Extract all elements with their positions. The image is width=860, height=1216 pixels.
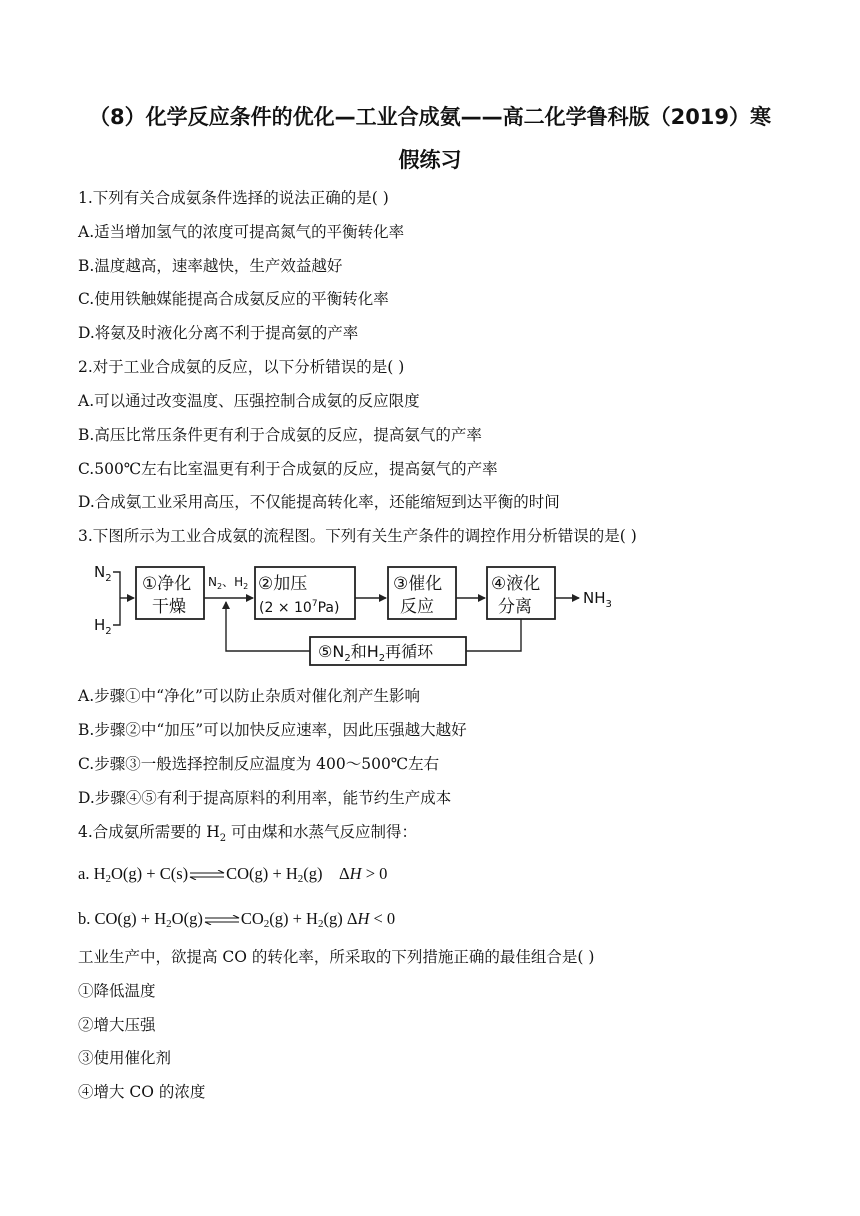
question-1-option-a: A.适当增加氢气的浓度可提高氮气的平衡转化率 [78, 223, 405, 241]
box-1-line-2: 干燥 [152, 597, 186, 617]
box-4-line-1: ④液化 [491, 574, 541, 594]
question-1-option-b: B.温度越高，速率越快，生产效益越好 [78, 257, 343, 275]
equilibrium-arrow-icon [204, 915, 240, 925]
question-1-stem: 1.下列有关合成氨条件选择的说法正确的是( ) [78, 189, 389, 207]
question-3-option-b: B.步骤②中“加压”可以加快反应速率，因此压强越大越好 [78, 721, 467, 739]
question-2-stem: 2.对于工业合成氨的反应，以下分析错误的是( ) [78, 358, 405, 376]
page-title: （8）化学反应条件的优化—工业合成氨——高二化学鲁科版（2019）寒 [88, 105, 772, 129]
question-4-measure-4: ④增大 CO 的浓度 [78, 1083, 206, 1101]
input-h2-label: $H_2$ [94, 616, 112, 637]
question-2-option-a: A.可以通过改变温度、压强控制合成氨的反应限度 [78, 392, 420, 410]
input-n2-label: $N_2$ [94, 563, 112, 584]
equation-b: b. $CO(g) + H_2O(g) CO_2(g) + H_2(g) \Delta H < 0$ [78, 909, 396, 930]
box-2-line-2: $(2 \times 10^7Pa)$ [259, 599, 340, 616]
question-1-option-c: C.使用铁触媒能提高合成氨反应的平衡转化率 [78, 290, 389, 308]
page-title-continued: 假练习 [398, 148, 462, 172]
question-1-option-d: D.将氨及时液化分离不利于提高氨的产率 [78, 324, 359, 342]
question-3-option-c: C.步骤③一般选择控制反应温度为 400～500℃左右 [78, 755, 440, 773]
question-4-stem: 4.合成氨所需要的 $H_2$ 可由煤和水蒸气反应制得： [78, 823, 418, 845]
question-3-stem: 3.下图所示为工业合成氨的流程图。下列有关生产条件的调控作用分析错误的是( ) [78, 527, 637, 545]
question-4-question: 工业生产中，欲提高 CO 的转化率，所采取的下列措施正确的最佳组合是( ) [78, 948, 595, 966]
box-2-line-1: ②加压 [258, 574, 308, 594]
question-4-measure-1: ①降低温度 [78, 982, 156, 1000]
box-3-line-1: ③催化 [393, 574, 443, 594]
question-2-option-d: D.合成氨工业采用高压，不仅能提高转化率，还能缩短到达平衡的时间 [78, 493, 560, 511]
question-4-measure-3: ③使用催化剂 [78, 1049, 172, 1067]
box-1-line-1: ①净化 [142, 574, 192, 594]
question-3-option-a: A.步骤①中“净化”可以防止杂质对催化剂产生影响 [78, 687, 420, 705]
box-3-line-2: 反应 [400, 597, 434, 617]
product-nh3-label: $NH_3$ [583, 589, 612, 610]
recycle-label: $⑤N_2$和$H_2$再循环 [318, 642, 434, 664]
equilibrium-arrow-icon [189, 870, 225, 880]
mixed-gas-label: $N_2$、$H_2$ [208, 575, 249, 591]
question-3-option-d: D.步骤④⑤有利于提高原料的利用率，能节约生产成本 [78, 789, 452, 807]
question-4-measure-2: ②增大压强 [78, 1016, 156, 1034]
equation-a: a. $H_2O(g) + C(s) CO(g) + H_2(g)$ ΔH > 0 [78, 864, 388, 885]
box-4-line-2: 分离 [498, 597, 532, 617]
question-2-option-b: B.高压比常压条件更有利于合成氨的反应，提高氨气的产率 [78, 426, 482, 444]
question-2-option-c: C.500℃左右比室温更有利于合成氨的反应，提高氨气的产率 [78, 460, 498, 478]
